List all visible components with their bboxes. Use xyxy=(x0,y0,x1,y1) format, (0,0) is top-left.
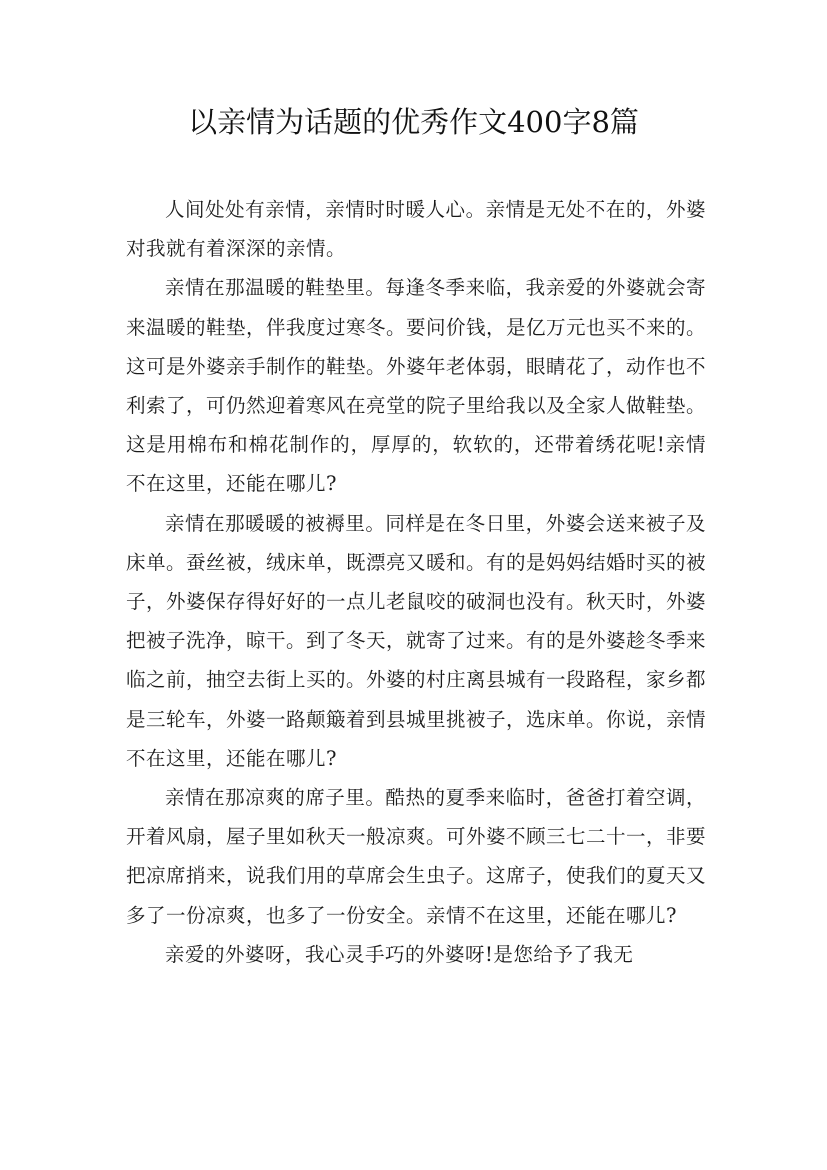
document-body xyxy=(126,190,706,974)
paragraph: 亲情在那凉爽的席子里。酷热的夏季来临时，爸爸打着空调，开着风扇，屋子里如秋天一般凉爽。可外婆不顾三七二十一，非要把凉席捎来，说我们用的草席会生虫子。这席子，使我们的夏天又多了一份凉爽，也多了一份安全。亲情不在这里，还能在哪儿? xyxy=(126,786,707,927)
paragraph: 亲情在那温暖的鞋垫里。每逢冬季来临，我亲爱的外婆就会寄来温暖的鞋垫，伴我度过寒冬。要问价钱，是亿万元也买不来的。这可是外婆亲手制作的鞋垫。外婆年老体弱，眼睛花了，动作也不利索了，可仍然迎着寒风在亮堂的院子里给我以及全家人做鞋垫。这是用棉布和棉花制作的，厚厚的，软软的，还带着绣花呢!亲情不在这里，还能在哪儿? xyxy=(126,276,707,496)
paragraph: 亲爱的外婆呀，我心灵手巧的外婆呀!是您给予了我无 xyxy=(165,942,634,966)
paragraph: 人间处处有亲情，亲情时时暖人心。亲情是无处不在的，外婆对我就有着深深的亲情。 xyxy=(126,198,706,261)
paragraph: 亲情在那暖暖的被褥里。同样是在冬日里，外婆会送来被子及床单。蚕丝被，绒床单，既漂亮又暖和。有的是妈妈结婚时买的被子，外婆保存得好好的一点儿老鼠咬的破洞也没有。秋天时，外婆把被子洗净，晾干。到了冬天，就寄了过来。有的是外婆趁冬季来临之前，抽空去街上买的。外婆的村庄离县城有一段路程，家乡都是三轮车，外婆一路颠簸着到县城里挑被子，选床单。你说，亲情不在这里，还能在哪儿? xyxy=(126,511,707,770)
document-title: 以亲情为话题的优秀作文400字8篇 xyxy=(188,105,639,139)
